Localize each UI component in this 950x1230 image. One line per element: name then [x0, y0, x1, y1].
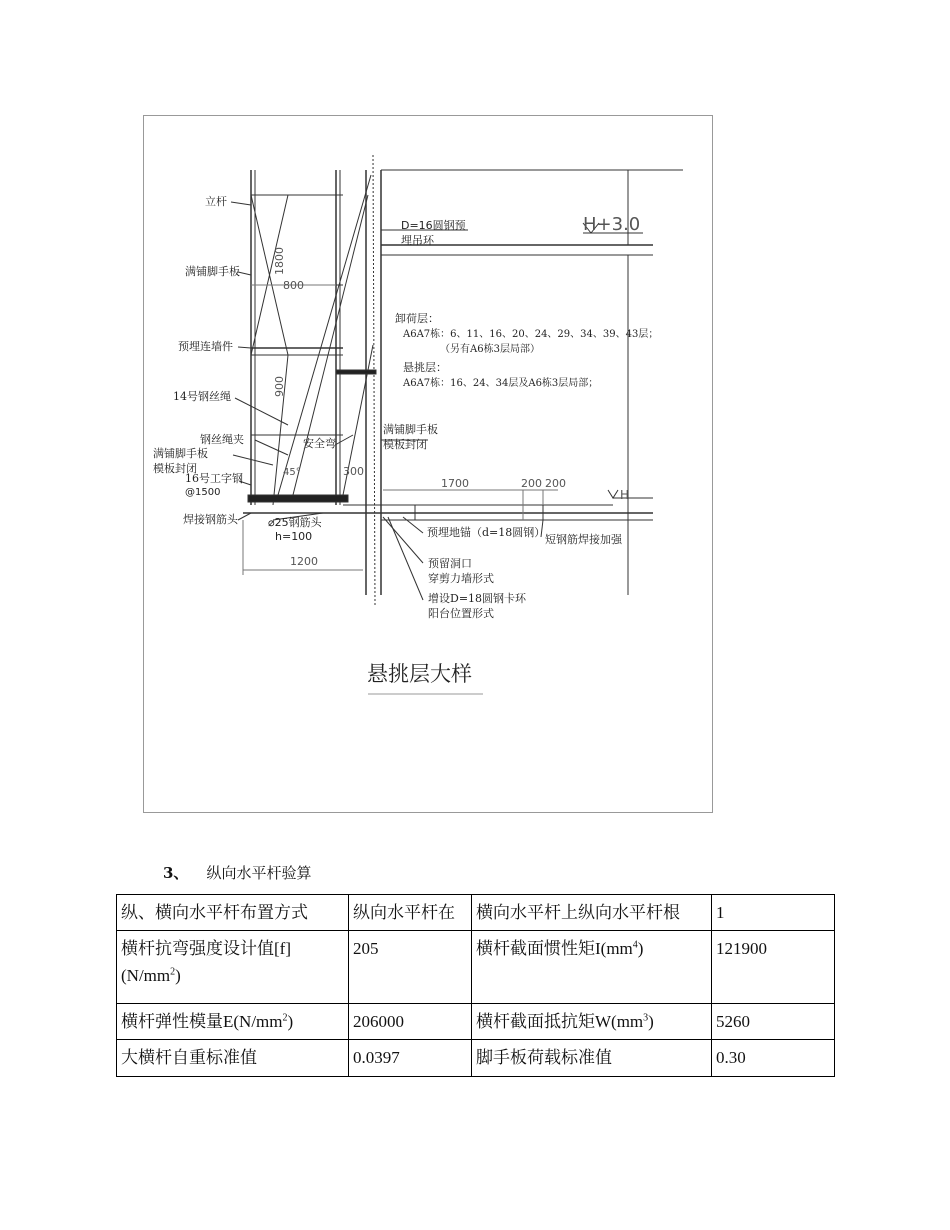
superscript: 2	[170, 966, 176, 978]
cell-unit: (N/mm	[121, 966, 171, 986]
table-cell: 0.30	[712, 1040, 835, 1076]
superscript: 4	[632, 939, 638, 951]
dim-200b: 200	[545, 477, 566, 490]
table-cell: 大横杆自重标准值	[117, 1040, 349, 1076]
dim-800: 800	[283, 279, 304, 292]
table-cell: 0.0397	[349, 1040, 472, 1076]
table-cell	[472, 931, 712, 1004]
table-cell: 205	[349, 931, 472, 1004]
table-cell: 纵、横向水平杆布置方式	[117, 895, 349, 931]
section-heading	[163, 862, 311, 883]
label-reserved-hole-line1: 预留洞口	[428, 557, 472, 570]
label-weld-rebar: 焊接钢筋头	[183, 513, 238, 526]
dim-angle: 45°	[283, 467, 301, 478]
label-short-rebar: 短钢筋焊接加强	[545, 533, 622, 546]
dim-1800: 1800	[273, 247, 286, 275]
cell-text: 横杆截面惯性矩I(mm	[476, 939, 633, 959]
label-pole: 立杆	[205, 195, 227, 208]
table-row	[117, 1040, 835, 1076]
dim-200a: 200	[521, 477, 542, 490]
label-scaffold-board-3-line1: 满铺脚手板	[383, 423, 438, 436]
label-scaffold-board-2-line2: 模板封闭	[153, 462, 197, 475]
close-paren: )	[648, 1012, 654, 1032]
cantilever-detail-drawing	[143, 115, 713, 813]
label-safety-bend: 安全弯	[303, 437, 336, 450]
drawing-title: 悬挑层大样	[367, 662, 472, 686]
section-number: 3、	[163, 864, 189, 882]
label-i-beam-line2: @1500	[185, 487, 221, 498]
label-anchor: 预埋地锚（d=18圆钢）	[427, 526, 546, 539]
close-paren: )	[175, 966, 181, 986]
close-paren: )	[287, 1012, 294, 1032]
elevation-bottom: H	[620, 488, 630, 502]
superscript: 3	[643, 1012, 649, 1024]
superscript: 2	[282, 1012, 288, 1024]
dim-1700: 1700	[441, 477, 469, 490]
label-scaffold-board-3-line2: 模板封闭	[383, 438, 427, 451]
label-rebar-head: ⌀25钢筋头	[268, 516, 322, 529]
table-cell: 206000	[349, 1004, 472, 1040]
table-cell: 脚手板荷载标准值	[472, 1040, 712, 1076]
table-cell	[472, 1004, 712, 1040]
dim-1200: 1200	[290, 555, 318, 568]
label-lifting-ring-line1: D=16圆钢预	[401, 219, 466, 232]
dim-900: 900	[273, 376, 286, 397]
dim-300: 300	[343, 465, 364, 478]
label-rebar-h: h=100	[275, 530, 313, 543]
note-cantilever-line1: A6A7栋：16、24、34层及A6栋3层局部；	[403, 378, 599, 389]
note-unload-line2: （另有A6栋3层局部）	[440, 344, 540, 355]
cell-text: 横杆抗弯强度设计值[f]	[121, 939, 291, 959]
label-clamp-ring-line2: 阳台位置形式	[428, 607, 494, 620]
table-cell: 121900	[712, 931, 835, 1004]
label-rope-clip: 钢丝绳夹	[200, 433, 244, 446]
label-wall-tie: 预埋连墙件	[178, 340, 233, 353]
table-row	[117, 1004, 835, 1040]
table-cell	[117, 1004, 349, 1040]
label-clamp-ring-line1: 增设D=18圆钢卡环	[428, 592, 527, 605]
table-cell: 1	[712, 895, 835, 931]
label-scaffold-board-1: 满铺脚手板	[185, 265, 240, 278]
note-unload-title: 卸荷层：	[395, 312, 439, 325]
note-cantilever-title: 悬挑层：	[403, 361, 447, 374]
note-unload-line1: A6A7栋：6、11、16、20、24、29、34、39、43层；	[403, 329, 659, 340]
table-row	[117, 895, 835, 931]
table-cell: 5260	[712, 1004, 835, 1040]
label-scaffold-board-2-line1: 满铺脚手板	[153, 447, 208, 460]
label-lifting-ring-line2: 埋吊环	[401, 234, 434, 247]
elevation-top: H+3.0	[583, 214, 641, 235]
cell-text: 横杆截面抵抗矩W(mm	[476, 1012, 644, 1032]
table-row	[117, 931, 835, 1004]
label-wire-rope: 14号钢丝绳	[173, 390, 231, 403]
label-i-beam-line1: 16号工字钢	[185, 472, 243, 485]
section-title: 纵向水平杆验算	[206, 864, 312, 882]
cell-text: 横杆弹性模量E(N/mm	[121, 1012, 283, 1032]
table-cell: 纵向水平杆在	[349, 895, 472, 931]
label-reserved-hole-line2: 穿剪力墙形式	[428, 572, 494, 585]
table-cell: 横向水平杆上纵向水平杆根	[472, 895, 712, 931]
close-paren: )	[637, 939, 644, 959]
table-cell	[117, 931, 349, 1004]
parameter-table	[116, 894, 835, 1077]
